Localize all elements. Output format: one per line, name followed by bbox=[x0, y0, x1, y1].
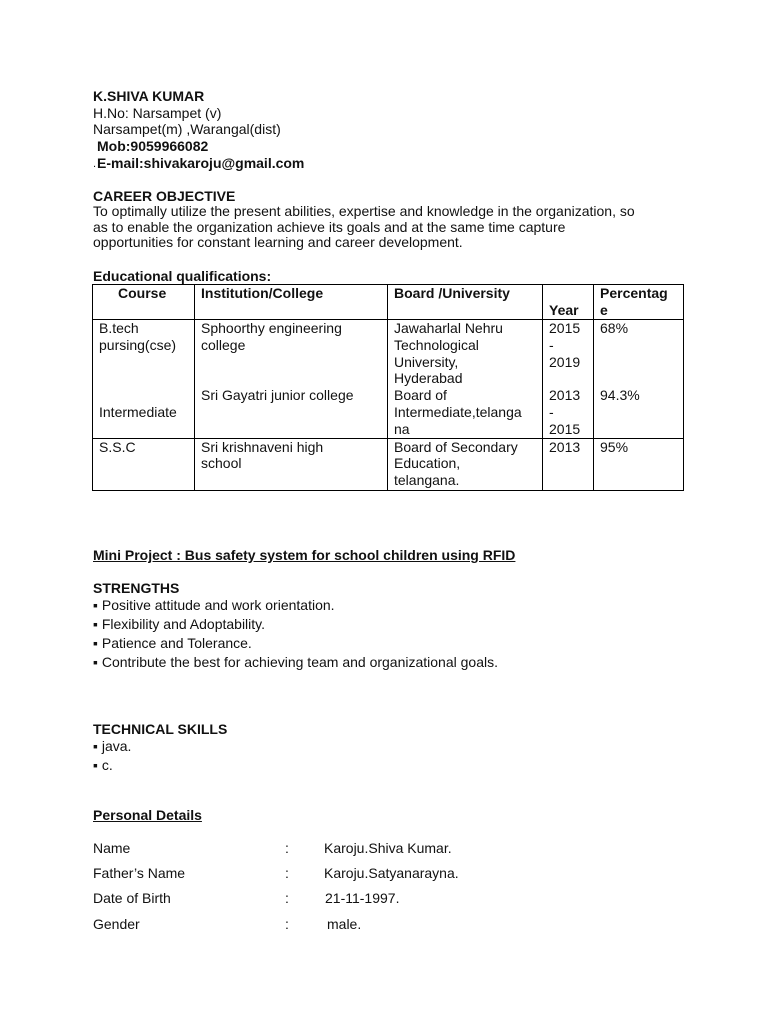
career-objective-heading: CAREER OBJECTIVE bbox=[93, 188, 236, 204]
board-ssc bbox=[388, 438, 543, 490]
course-btech-branch: pursing(cse) bbox=[99, 336, 177, 353]
year-inter-dash: - bbox=[549, 403, 554, 420]
email-address: E-mail:shivakaroju@gmail.com bbox=[97, 155, 305, 171]
table-row bbox=[93, 320, 684, 439]
table-header-row bbox=[93, 285, 684, 320]
personal-value: Karoju.Shiva Kumar. bbox=[324, 840, 452, 856]
education-heading: Educational qualifications: bbox=[93, 268, 272, 284]
year-btech-start: 2015 bbox=[549, 320, 581, 336]
course-intermediate: Intermediate bbox=[99, 403, 177, 420]
technical-skills-heading: TECHNICAL SKILLS bbox=[93, 721, 228, 737]
column-header-percentage bbox=[594, 285, 684, 320]
column-header-percentage-part-1: Percentag bbox=[600, 285, 668, 301]
personal-separator: : bbox=[285, 890, 289, 906]
percentage-btech: 68% bbox=[600, 320, 629, 336]
year-inter-start: 2013 bbox=[549, 387, 581, 404]
list-item: ▪ java. bbox=[93, 738, 132, 754]
institution-ssc bbox=[195, 438, 388, 490]
board-inter-line-1: Board of bbox=[394, 387, 447, 404]
column-header-course: Course bbox=[93, 285, 195, 320]
personal-separator: : bbox=[285, 916, 289, 932]
year-btech-dash: - bbox=[549, 336, 554, 353]
year-inter-end: 2015 bbox=[549, 420, 581, 437]
year-cell bbox=[543, 320, 594, 439]
address-line-1: H.No: Narsampet (v) bbox=[93, 105, 222, 121]
personal-separator: : bbox=[285, 840, 289, 856]
board-ssc-line-1: Board of Secondary bbox=[394, 438, 518, 455]
table-row bbox=[93, 438, 684, 490]
career-objective-line-1: To optimally utilize the present abilities, expertise and knowledge in the organization, so bbox=[93, 203, 635, 219]
percentage-intermediate: 94.3% bbox=[600, 387, 640, 404]
institution-btech-line-2: college bbox=[201, 336, 246, 353]
course-cell bbox=[93, 320, 195, 439]
email-prefix-dot: . bbox=[93, 158, 97, 170]
personal-label: Gender bbox=[93, 916, 140, 932]
board-btech-line-1: Jawaharlal Nehru bbox=[394, 320, 503, 336]
course-ssc: S.S.C bbox=[93, 438, 195, 490]
address-line-2: Narsampet(m) ,Warangal(dist) bbox=[93, 121, 281, 137]
education-table bbox=[92, 284, 684, 491]
year-ssc: 2013 bbox=[543, 438, 594, 490]
column-header-percentage-part-2: e bbox=[600, 301, 608, 318]
list-item: ▪ Positive attitude and work orientation. bbox=[93, 597, 335, 613]
column-header-year: Year bbox=[543, 285, 594, 320]
mobile-number: Mob:9059966082 bbox=[97, 138, 209, 154]
career-objective-line-3: opportunities for constant learning and career development. bbox=[93, 234, 463, 250]
candidate-name: K.SHIVA KUMAR bbox=[93, 88, 205, 104]
skills-list bbox=[93, 737, 131, 775]
career-objective-line-2: as to enable the organization achieve its goals and at the same time capture bbox=[93, 218, 566, 235]
personal-separator: : bbox=[285, 865, 289, 881]
list-item: ▪ Contribute the best for achieving team and organizational goals. bbox=[93, 654, 498, 670]
institution-intermediate: Sri Gayatri junior college bbox=[201, 387, 354, 404]
strengths-list bbox=[93, 596, 498, 672]
percentage-cell bbox=[594, 320, 684, 439]
institution-ssc-line-1: Sri krishnaveni high bbox=[201, 438, 324, 455]
personal-value: male. bbox=[327, 916, 362, 932]
board-btech-line-2: Technological bbox=[394, 336, 479, 353]
column-header-board: Board /University bbox=[388, 285, 543, 320]
board-inter-line-3: na bbox=[394, 420, 410, 437]
board-inter-line-2: Intermediate,telanga bbox=[394, 403, 522, 420]
personal-details-heading: Personal Details bbox=[93, 807, 202, 823]
strengths-heading: STRENGTHS bbox=[93, 580, 180, 596]
institution-ssc-line-2: school bbox=[201, 455, 242, 472]
board-cell bbox=[388, 320, 543, 439]
column-header-institution: Institution/College bbox=[195, 285, 388, 320]
mini-project-title: Mini Project : Bus safety system for school children using RFID bbox=[93, 547, 516, 563]
board-btech-line-4: Hyderabad bbox=[394, 370, 463, 387]
list-item: ▪ c. bbox=[93, 757, 113, 773]
personal-label: Father’s Name bbox=[93, 865, 186, 881]
personal-label: Name bbox=[93, 840, 131, 856]
board-btech-line-3: University, bbox=[394, 353, 459, 370]
institution-cell bbox=[195, 320, 388, 439]
list-item: ▪ Patience and Tolerance. bbox=[93, 635, 252, 651]
list-item: ▪ Flexibility and Adoptability. bbox=[93, 616, 266, 632]
year-btech-end: 2019 bbox=[549, 353, 581, 370]
course-btech: B.tech bbox=[99, 320, 139, 336]
percentage-ssc: 95% bbox=[594, 438, 684, 490]
board-ssc-line-2: Education, bbox=[394, 455, 461, 472]
institution-btech-line-1: Sphoorthy engineering bbox=[201, 320, 342, 336]
personal-label: Date of Birth bbox=[93, 890, 171, 906]
personal-value: 21-11-1997. bbox=[325, 890, 400, 906]
board-ssc-line-3: telangana. bbox=[394, 472, 460, 489]
personal-value: Karoju.Satyanarayna. bbox=[324, 865, 459, 881]
